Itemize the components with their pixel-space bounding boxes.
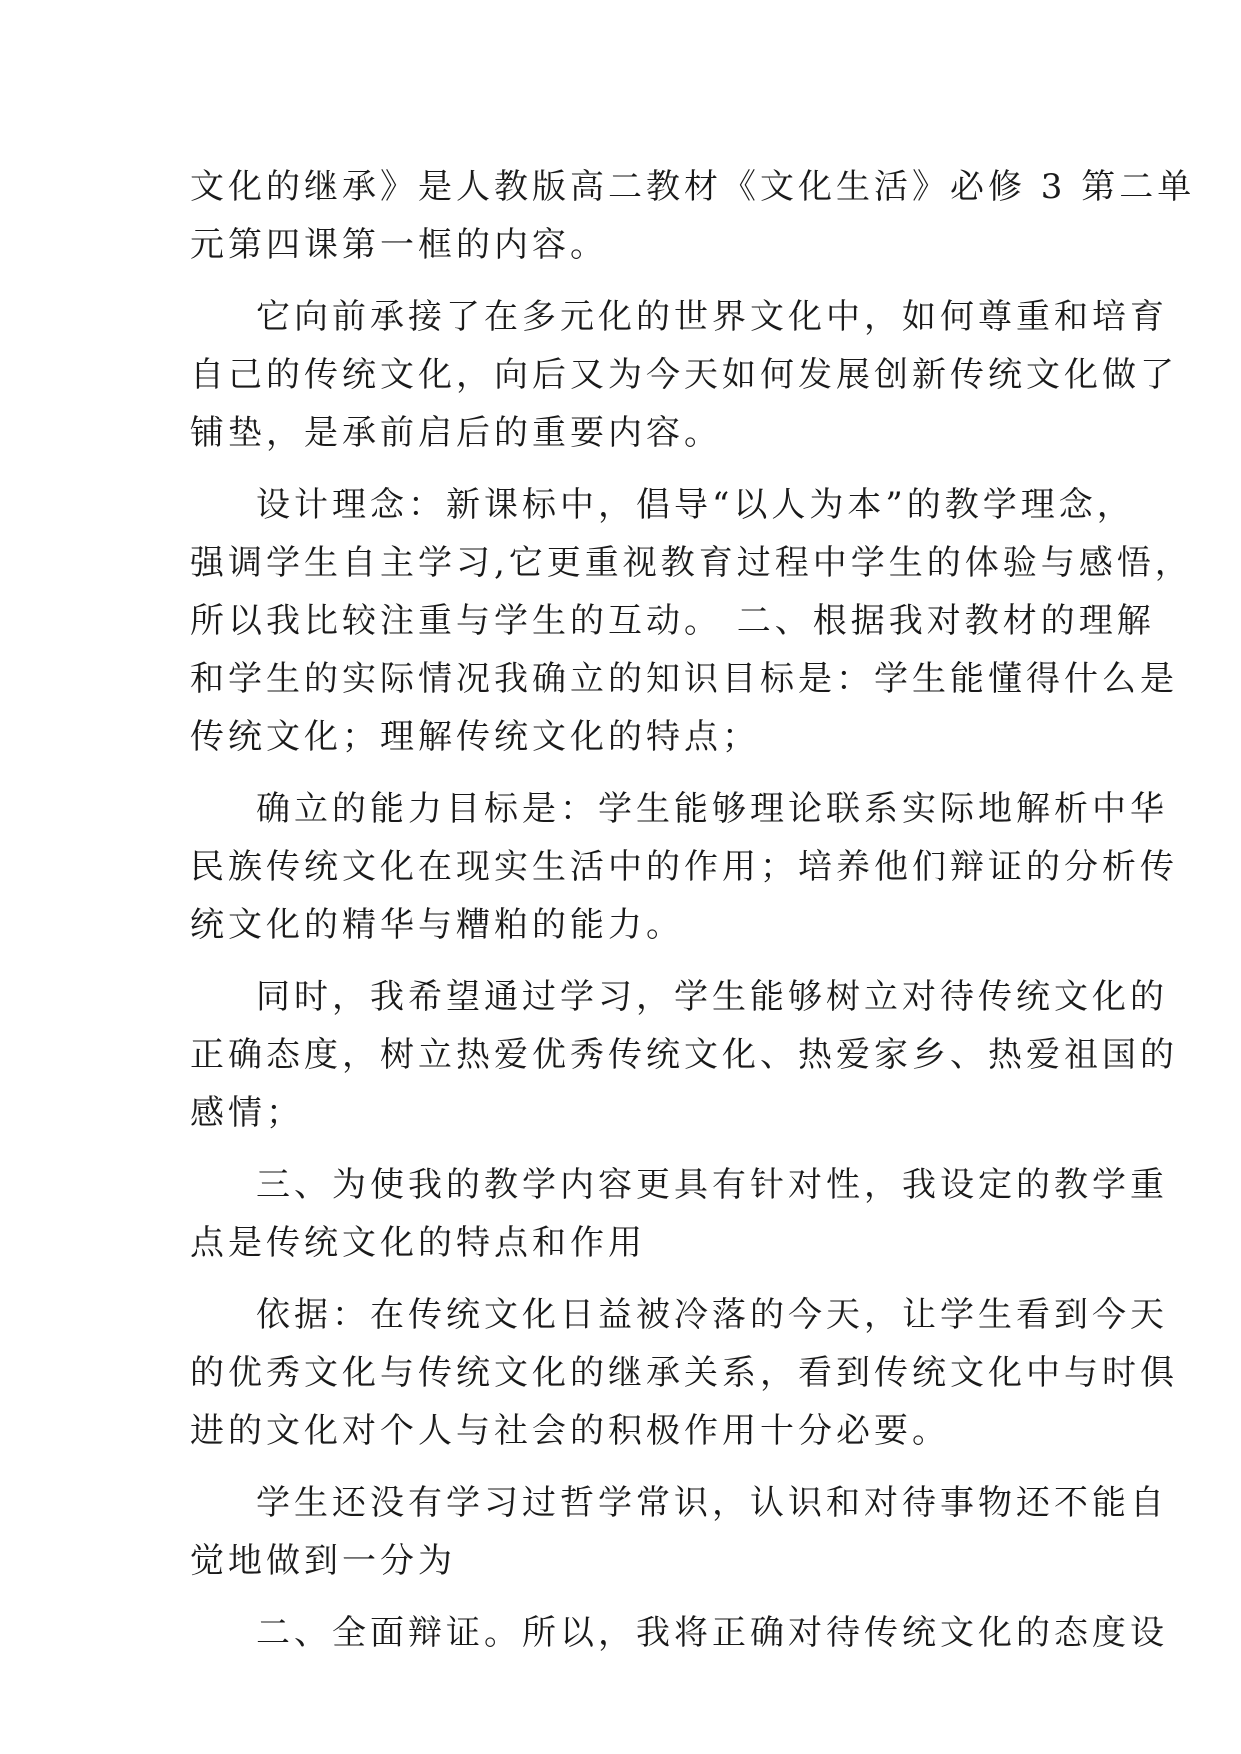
text-line: 文化的继承》是人教版高二教材《文化生活》必修 3 第二单: [190, 167, 1196, 207]
text-line: 所以我比较注重与学生的互动。 二、根据我对教材的理解: [190, 601, 1155, 641]
text-line: 传统文化；理解传统文化的特点；: [190, 717, 760, 757]
text-line: 觉地做到一分为: [190, 1541, 456, 1581]
text-line: 的优秀文化与传统文化的继承关系，看到传统文化中与时俱: [190, 1353, 1178, 1393]
text-line: 民族传统文化在现实生活中的作用；培养他们辩证的分析传: [190, 847, 1178, 887]
text-line: 正确态度，树立热爱优秀传统文化、热爱家乡、热爱祖国的: [190, 1035, 1178, 1075]
text-line: 铺垫，是承前启后的重要内容。: [190, 413, 722, 453]
text-line: 三、为使我的教学内容更具有针对性，我设定的教学重: [256, 1165, 1168, 1205]
text-line: 设计理念：新课标中，倡导“以人为本”的教学理念，: [256, 485, 1135, 525]
text-line: 同时，我希望通过学习，学生能够树立对待传统文化的: [256, 977, 1168, 1017]
text-line: 进的文化对个人与社会的积极作用十分必要。: [190, 1411, 950, 1451]
text-line: 依据：在传统文化日益被冷落的今天，让学生看到今天: [256, 1295, 1168, 1335]
text-line: 二、全面辩证。所以，我将正确对待传统文化的态度设: [256, 1613, 1168, 1653]
text-line: 它向前承接了在多元化的世界文化中，如何尊重和培育: [256, 297, 1168, 337]
text-line: 点是传统文化的特点和作用: [190, 1223, 646, 1263]
text-line: 统文化的精华与糟粕的能力。: [190, 905, 684, 945]
text-line: 强调学生自主学习,它更重视教育过程中学生的体验与感悟，: [190, 543, 1193, 583]
text-line: 感情；: [190, 1093, 304, 1133]
text-line: 学生还没有学习过哲学常识，认识和对待事物还不能自: [256, 1483, 1168, 1523]
text-line: 和学生的实际情况我确立的知识目标是：学生能懂得什么是: [190, 659, 1178, 699]
text-line: 元第四课第一框的内容。: [190, 225, 608, 265]
text-line: 自己的传统文化，向后又为今天如何发展创新传统文化做了: [190, 355, 1178, 395]
text-line: 确立的能力目标是：学生能够理论联系实际地解析中华: [256, 789, 1168, 829]
